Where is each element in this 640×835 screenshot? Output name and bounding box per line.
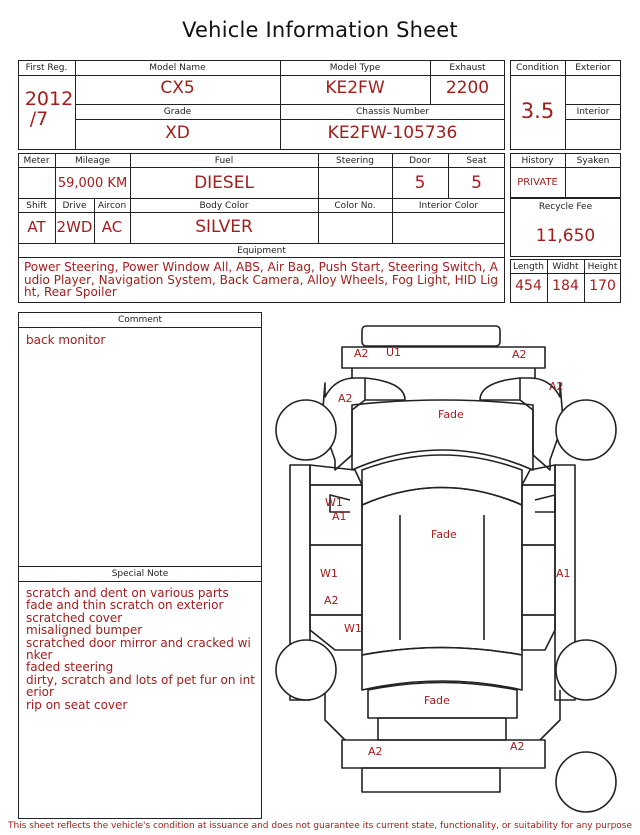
fuel-value: DIESEL: [194, 173, 254, 193]
exhaust-value: 2200: [445, 78, 490, 98]
recycle-fee-value: 11,650: [535, 226, 596, 246]
grade-value: XD: [165, 123, 190, 143]
special-note-item: scratched door mirror and cracked winker: [26, 635, 251, 663]
mileage-value: 59,000 KM: [57, 176, 128, 191]
chassis-label: Chassis Number: [355, 107, 430, 117]
width-value: 184: [552, 278, 579, 294]
special-note-item: rip on seat cover: [26, 697, 128, 712]
steering-label: Steering: [336, 156, 374, 166]
body-color-label: Body Color: [199, 201, 249, 211]
recycle-fee-label: Recycle Fee: [538, 202, 593, 212]
model-type-value: KE2FW: [325, 78, 385, 98]
aircon-value: AC: [101, 218, 123, 236]
damage-mark: Fade: [438, 408, 464, 421]
color-no-label: Color No.: [334, 201, 376, 211]
damage-mark: W1: [344, 622, 362, 635]
damage-mark: A2: [368, 745, 383, 758]
first-reg-year: 2012: [24, 88, 74, 110]
special-note-item: dirty, scratch and lots of pet fur on interior: [26, 672, 255, 700]
syaken-label: Syaken: [576, 156, 610, 166]
door-value: 5: [414, 173, 426, 193]
damage-mark: A1: [556, 567, 571, 580]
history-value: PRIVATE: [517, 177, 558, 188]
first-reg-month: /7: [29, 108, 49, 130]
damage-mark: A2: [338, 392, 353, 405]
disclaimer-footer: This sheet reflects the vehicle's condition at issuance and does not guarantee its current state, functionality, or suitability for any purpose: [7, 821, 633, 831]
shift-value: AT: [27, 218, 46, 236]
comment-label: Comment: [117, 315, 163, 325]
damage-mark: A2: [324, 594, 339, 607]
special-note-label: Special Note: [111, 569, 169, 579]
length-label: Length: [512, 262, 545, 272]
page-title: Vehicle Information Sheet: [182, 18, 458, 42]
width-label: Widht: [552, 262, 579, 272]
first-reg-label: First Reg.: [25, 63, 68, 73]
damage-mark: A2: [510, 740, 525, 753]
meter-label: Meter: [23, 156, 50, 166]
damage-mark: A1: [332, 510, 347, 523]
exterior-label: Exterior: [575, 63, 611, 73]
body-color-value: SILVER: [195, 217, 253, 237]
seat-value: 5: [471, 173, 482, 193]
drive-value: 2WD: [56, 218, 93, 236]
interior-label: Interior: [576, 107, 610, 117]
seat-label: Seat: [466, 156, 487, 166]
damage-mark: W1: [325, 496, 343, 509]
interior-color-label: Interior Color: [418, 201, 479, 211]
equipment-label: Equipment: [237, 246, 286, 256]
mileage-label: Mileage: [74, 156, 111, 166]
special-note-item: misaligned bumper: [26, 623, 143, 638]
special-note-item: scratch and dent on various parts: [26, 586, 229, 600]
exhaust-label: Exhaust: [449, 63, 486, 73]
history-label: History: [521, 156, 554, 166]
height-value: 170: [589, 278, 616, 294]
fuel-label: Fuel: [214, 156, 234, 166]
damage-mark: Fade: [431, 528, 457, 541]
model-name-label: Model Name: [149, 63, 206, 73]
damage-mark: Fade: [424, 694, 450, 707]
damage-mark: W1: [320, 567, 338, 580]
equipment-list: Power Steering, Power Window All, ABS, Air Bag, Push Start, Steering Switch, Audio Player, Navigation System, Back Camera, Alloy Wheels, Fog Light, HID Light, Rear Spoiler: [24, 260, 498, 299]
door-label: Door: [409, 156, 431, 166]
drive-label: Drive: [62, 201, 87, 211]
grade-label: Grade: [163, 107, 192, 117]
condition-label: Condition: [516, 63, 559, 73]
aircon-label: Aircon: [97, 201, 127, 211]
height-label: Height: [587, 262, 618, 272]
special-note-item: fade and thin scratch on exterior: [26, 598, 224, 613]
special-note-item: scratched cover: [26, 610, 123, 625]
chassis-value: KE2FW-105736: [327, 123, 458, 143]
damage-mark: A2: [512, 348, 527, 361]
model-type-label: Model Type: [329, 63, 381, 73]
shift-label: Shift: [26, 201, 47, 211]
length-value: 454: [515, 278, 542, 294]
comment-text: back monitor: [26, 333, 106, 347]
damage-mark: A2: [549, 380, 564, 393]
damage-mark: A2: [354, 347, 369, 360]
damage-mark: U1: [386, 346, 402, 359]
condition-score: 3.5: [520, 99, 555, 123]
model-name-value: CX5: [160, 78, 195, 98]
special-note-item: faded steering: [26, 660, 114, 675]
